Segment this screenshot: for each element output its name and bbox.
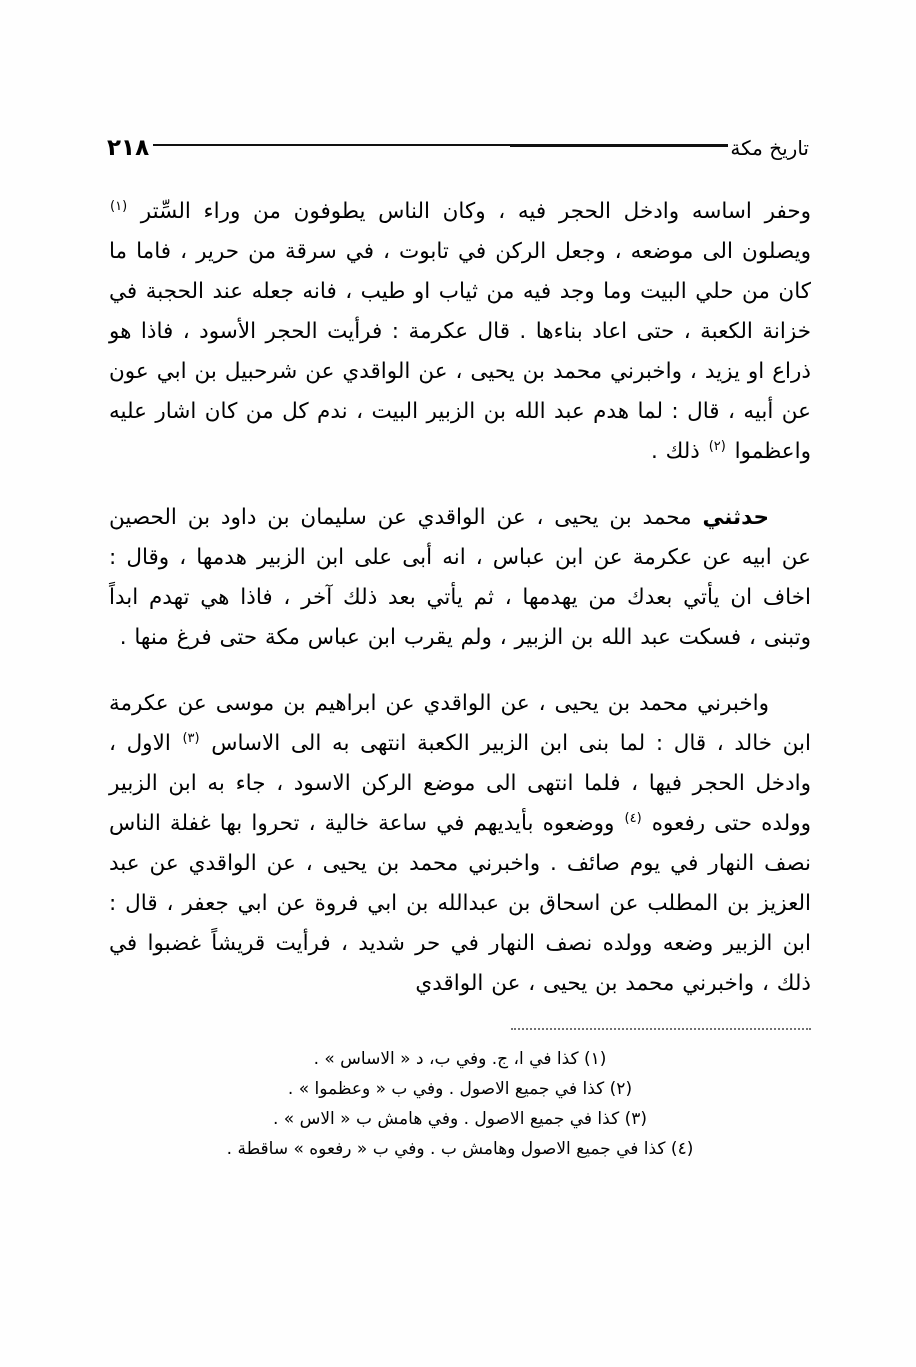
footnote-marker-1[interactable]: (١) [110,198,128,214]
para-2-text: محمد بن يحيى ، عن الواقدي عن سليمان بن داود بن الحصين عن ابيه عن عكرمة عن ابن عباس ، انه أبى على ابن الزبير هدمها ، وقال : اخاف ان يأتي بعدك من يهدمها ، ثم يأتي بعد ذلك آخر ، فاذا هي تهدم ابداً وتبنى ، فسكت عبد الله بن الزبير ، ولم يقرب ابن عباس مكة حتى فرغ منها . [109,505,811,650]
para-3-text-b: الاول ، وادخل الحجر فيها ، فلما انتهى الى موضع الركن الاسود ، جاء به ابن الزبير وولده حتى رفعوه [109,731,811,836]
page-number: ٢١٨ [107,135,150,161]
footnote-item-1: (١) كذا في ا، ج. وفي ب، د « الاساس » . [313,1049,607,1069]
para-1-text-a: وحفر اساسه وادخل الحجر فيه ، وكان الناس يطوفون من وراء السِّتر [128,199,811,224]
para-1-text-c: ذلك . [650,439,708,464]
footnote-list [109,1044,811,1164]
paragraph-2-lead-word: حدثني [702,505,769,530]
footnote-marker-4[interactable]: (٤) [624,810,642,826]
footnote-item-3: (٣) كذا في جميع الاصول . وفي هامش ب « الاس » . [272,1109,647,1129]
paragraph-3 [109,684,811,1004]
header-divider-rule [153,144,728,146]
footnote-section [109,1028,811,1164]
book-title: تاريخ مكة [730,136,809,160]
para-3-text-a: واخبرني محمد بن يحيى ، عن الواقدي عن ابراهيم بن موسى عن عكرمة ابن خالد ، قال : لما بنى ابن الزبير الكعبة انتهى به الى الاساس [109,691,811,756]
paragraph-1 [109,192,811,472]
para-1-text-b: ويصلون الى موضعه ، وجعل الركن في تابوت ، في سرقة من حرير ، فاما ما كان من حلي البيت وما وجد فيه من ثياب او طيب ، فانه جعله عند الحجبة في خزانة الكعبة ، حتى اعاد بناءها . قال عكرمة : فرأيت الحجر الأسود ، فاذا هو ذراع او يزيد ، واخبرني محمد بن يحيى ، عن الواقدي عن شرحبيل بن ابي عون عن أبيه ، قال : لما هدم عبد الله بن الزبير البيت ، ندم كل من كان اشار عليه واعظموا [109,239,811,464]
footnote-item-4: (٤) كذا في جميع الاصول وهامش ب . وفي ب « رفعوه » ساقطة . [226,1139,694,1159]
footnote-marker-2[interactable]: (٢) [708,438,726,454]
paragraph-2 [109,498,811,658]
running-header [105,128,811,168]
footnote-marker-3[interactable]: (٣) [182,730,200,746]
body-text-column [109,192,811,1004]
para-3-text-c: ووضعوه بأيديهم في ساعة خالية ، تحروا بها غفلة الناس نصف النهار في يوم صائف . واخبرني محمد بن يحيى ، عن الواقدي عن عبد العزيز بن المطلب عن اسحاق بن عبدالله بن ابي فروة عن ابي جعفر ، قال : ابن الزبير وضعه وولده نصف النهار في حر شديد ، فرأيت قريشاً غضبوا في ذلك ، واخبرني محمد بن يحيى ، عن الواقدي [109,811,811,996]
footnote-item-2: (٢) كذا في جميع الاصول . وفي ب « وعظموا » . [287,1079,633,1099]
footnote-separator-rule [511,1028,811,1030]
